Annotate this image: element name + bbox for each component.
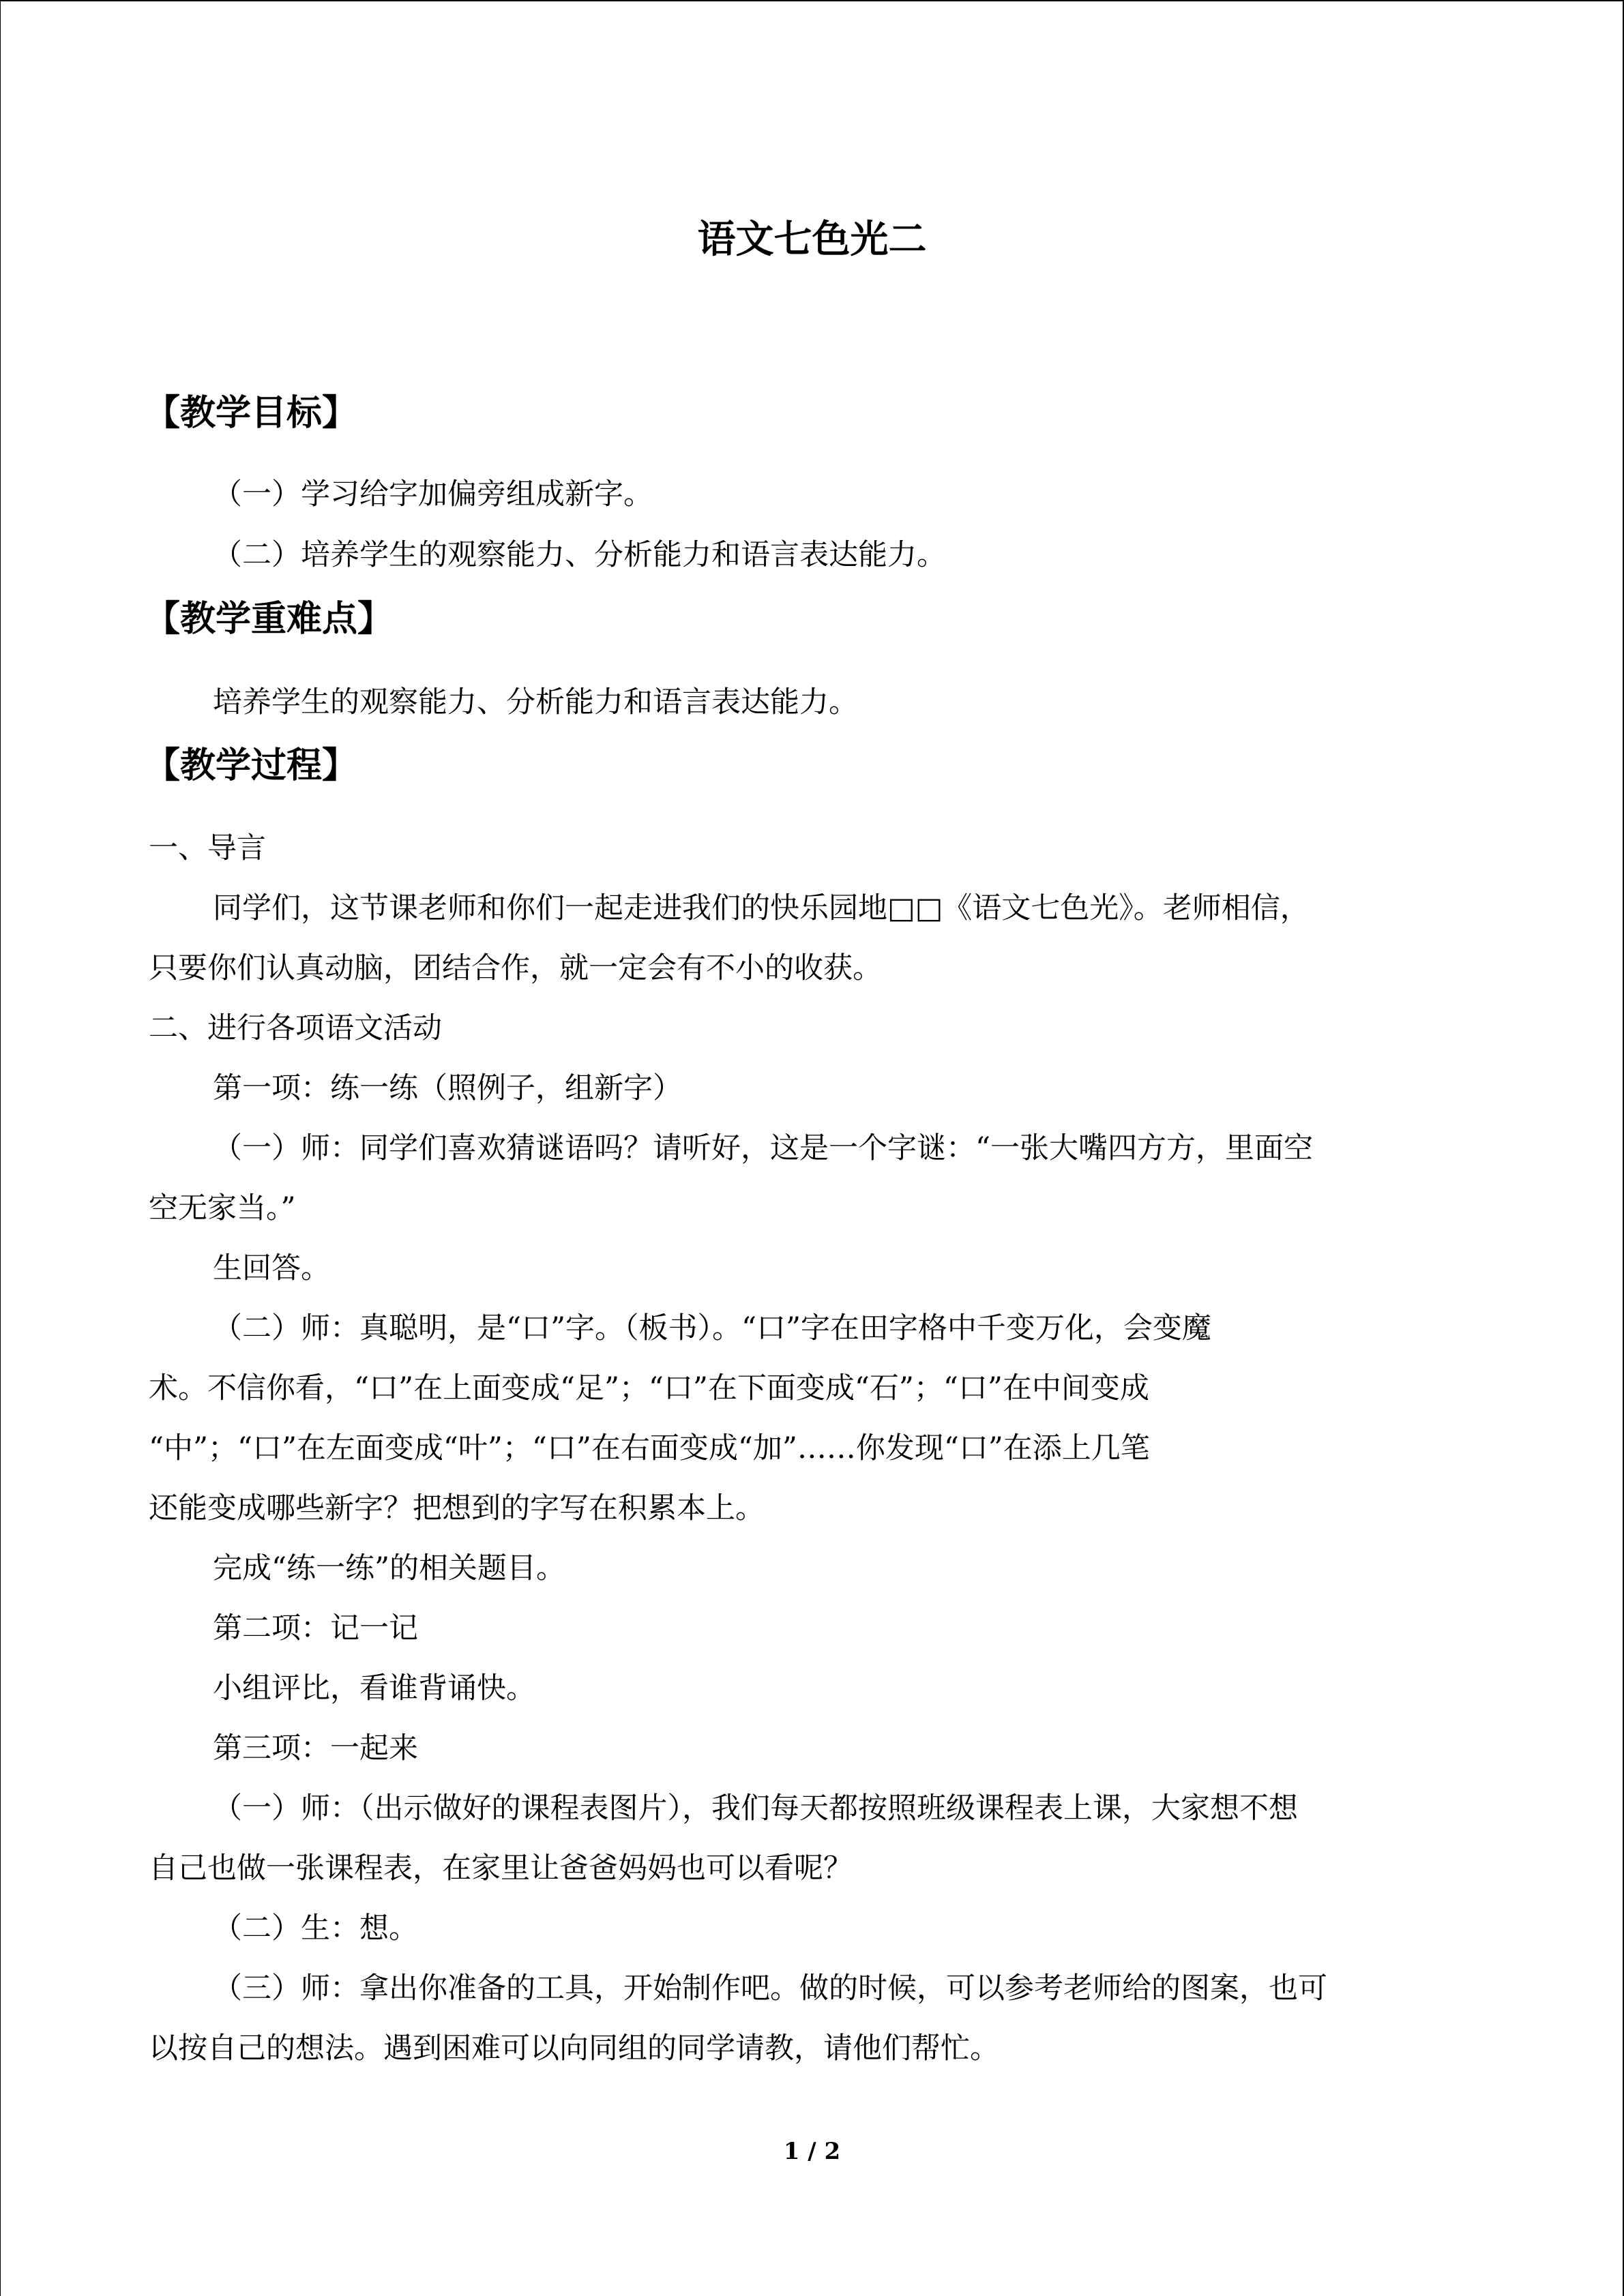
make-line-2: 以按自己的想法。遇到困难可以向同组的同学请教，请他们帮忙。 xyxy=(149,2031,999,2066)
schedule-line-1: （一）师：（出示做好的课程表图片），我们每天都按照班级课程表上课，大家想不想 xyxy=(213,1791,1298,1825)
item-2-text: 小组评比，看谁背诵快。 xyxy=(213,1671,535,1705)
heading-key-points: 【教学重难点】 xyxy=(145,599,394,640)
intro-line-2: 只要你们认真动脑，团结合作，就一定会有不小的收获。 xyxy=(149,951,882,985)
riddle-line-1: （一）师：同学们喜欢猜谜语吗？请听好，这是一个字谜：“一张大嘴四方方，里面空 xyxy=(213,1131,1313,1165)
key-points-text: 培养学生的观察能力、分析能力和语言表达能力。 xyxy=(213,685,858,719)
make-line-1: （三）师：拿出你准备的工具，开始制作吧。做的时候，可以参考老师给的图案，也可 xyxy=(213,1971,1327,2006)
explain-line-4: 还能变成哪些新字？把想到的字写在积累本上。 xyxy=(149,1491,765,1525)
objective-1: （一）学习给字加偏旁组成新字。 xyxy=(213,477,653,511)
item-3-title: 第三项：一起来 xyxy=(213,1731,418,1765)
objective-2: （二）培养学生的观察能力、分析能力和语言表达能力。 xyxy=(213,538,946,572)
heading-process: 【教学过程】 xyxy=(145,745,358,786)
explain-line-2: 术。不信你看，“口”在上面变成“足”；“口”在下面变成“石”；“口”在中间变成 xyxy=(149,1371,1149,1405)
explain-line-1: （二）师：真聪明，是“口”字。（板书）。“口”字在田字格中千变万化，会变魔 xyxy=(213,1311,1211,1345)
practice-done: 完成“练一练”的相关题目。 xyxy=(213,1551,565,1585)
riddle-line-2: 空无家当。” xyxy=(149,1191,296,1225)
item-2-title: 第二项：记一记 xyxy=(213,1611,418,1645)
page-number: 1 / 2 xyxy=(783,2138,841,2165)
student-answer: 生回答。 xyxy=(213,1251,330,1285)
section-2-title: 二、进行各项语文活动 xyxy=(149,1011,442,1045)
explain-line-3: “中”；“口”在左面变成“叶”；“口”在右面变成“加”……你发现“口”在添上几笔 xyxy=(149,1431,1150,1465)
intro-line-1: 同学们，这节课老师和你们一起走进我们的快乐园地□□《语文七色光》。老师相信， xyxy=(213,891,1310,925)
document-title: 语文七色光二 xyxy=(697,218,927,262)
schedule-line-2: 自己也做一张课程表，在家里让爸爸妈妈也可以看呢？ xyxy=(149,1851,853,1885)
item-1-title: 第一项：练一练（照例子，组新字） xyxy=(213,1071,682,1105)
student-reply: （二）生：想。 xyxy=(213,1911,418,1945)
section-1-title: 一、导言 xyxy=(149,831,266,865)
heading-objectives: 【教学目标】 xyxy=(145,393,358,434)
